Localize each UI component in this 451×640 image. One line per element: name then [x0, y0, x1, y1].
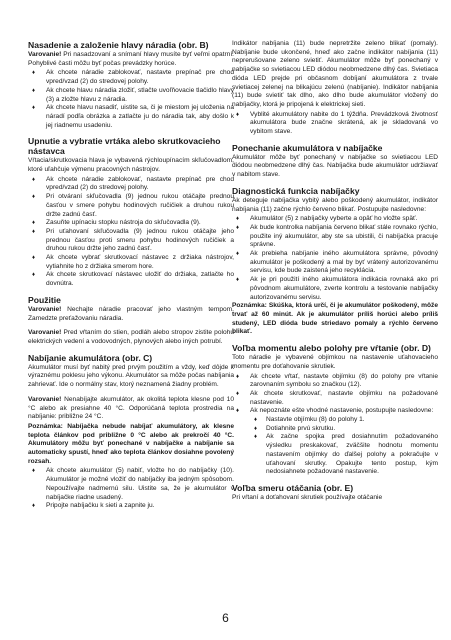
- bullet-list: [28, 69, 234, 130]
- paragraph-text: Nechajte náradie pracovať jeho vlastným tempom. Zamedzte preťažovaniu náradia.: [28, 305, 234, 322]
- warning-label: Varovanie!: [28, 51, 62, 58]
- list-item: ♦ Ak nepoznáte ešte vhodné nastavenie, postupujte nasledovne:: [232, 407, 438, 416]
- list-item: ♦ Ak chcete hlavu nasadiť, uistite sa, či je miestom jej uloženia na náradí podľa obrázka a zatlačte ju do náradia tak, aby došlo k jej riadnemu usadeniu.: [28, 104, 234, 130]
- right-column: [232, 40, 438, 504]
- list-item: ♦ Ak prebieha nabíjanie iného akumulátora správne, pôvodný akumulátor je poškodený a mal by byť vrátený autorizovanému servisu, kde bude zaistená jeho recyklácia.: [232, 250, 438, 276]
- list-item: ♦ Ak chcete hlavu náradia zložiť, stlačte uvoľňovacie tlačidlo hlavy (3) a zložte hlavu z náradia.: [28, 87, 234, 104]
- list-item: ♦ Pri otváraní skľučovadla (9) jednou rukou otáčajte prednou časťou v smere pohybu hodinových ručičiek a druhou rukou držte zadnú časť.: [28, 193, 234, 219]
- paragraph-text: Pri nasadzovaní a snímaní hlavy musíte byť veľmi opatrní. Pohyblivé časti môžu byť počas prevádzky horúce.: [28, 51, 234, 67]
- list-item: ♦ Ak chcete vybrať skrutkovací nástavec z držiaka nástrojov, vytiahnite ho z držiaka smerom hore.: [28, 254, 234, 271]
- section-title-bit-insert: Upnutie a vybratie vrtáka alebo skrutkovacieho nástavca: [28, 136, 221, 157]
- list-item: ♦ Ak chcete skrutkovací nástavec uložiť do držiaka, zatlačte ho dovnútra.: [28, 271, 234, 288]
- bullet-list: [28, 467, 234, 511]
- section-title-use: Použitie: [28, 294, 61, 305]
- paragraph: [28, 396, 234, 422]
- list-item: ♦ Ak chcete náradie zablokovať, nastavte prepínač pre chod vpred/vzad (2) do stredovej polohy.: [28, 69, 234, 86]
- warning-label: Varovanie!: [28, 395, 62, 403]
- bullet-list: [232, 215, 438, 302]
- left-column: [28, 40, 234, 511]
- list-item: ♦ Akumulátor (5) z nabíjačky vyberte a opäť ho vložte späť.: [232, 215, 438, 224]
- bullet-list: [232, 111, 438, 137]
- paragraph: Pri vŕtaní a doťahovaní skrutiek používajte otáčanie: [232, 493, 383, 501]
- section-title-torque: Voľba momentu alebo polohy pre vŕtanie (obr. D): [232, 343, 431, 354]
- note-paragraph: Poznámka: Skúška, ktorá určí, či je akumulátor poškodený, môže trvať až 60 minút. Ak je akumulátor príliš horúci alebo príliš studený, LED dióda bude striedavo pomaly a rýchlo červeno blikať.: [232, 302, 438, 336]
- section-title-leaving-battery: Ponechanie akumulátora v nabíjačke: [232, 142, 383, 153]
- section-title-rotation: Voľba smeru otáčania (obr. E): [232, 482, 354, 493]
- paragraph-text: Pred vŕtaním do stien, podláh alebo stropov zistite polohu elektrických vedení a vodovodných, plynových alebo iných potrubí.: [28, 329, 234, 345]
- list-item: ♦ Nastavte objímku (8) do polohy 1.: [250, 416, 438, 425]
- list-item: ♦ Pripojte nabíjačku k sieti a zapnite ju.: [28, 502, 234, 511]
- bullet-list: [232, 373, 438, 417]
- list-item: ♦ Dotiahnite prvú skrutku.: [250, 425, 438, 434]
- list-item: ♦ Ak je pri použití iného akumulátora indikácia rovnaká ako pri pôvodnom akumulátore, zverte kontrolu a testovanie nabíjačky autorizovanému servisu.: [232, 276, 438, 302]
- bullet-list: [28, 176, 234, 289]
- paragraph: [28, 51, 234, 68]
- paragraph: Ak deteguje nabíjačka vybitý alebo poškodený akumulátor, indikátor nabíjania (11) začne rýchlo červeno blikať. Postupujte nasledovne:: [232, 196, 438, 213]
- sub-list: [232, 416, 438, 477]
- list-item: ♦ Vyblité akumulátory nabite do 1 týždňa. Prevádzková životnosť akumulátora bude značne skrátená, ak je skladovaná vo vybitom stave.: [232, 111, 438, 137]
- list-item: ♦ Zasuňte upínaciu stopku nástroja do skľučovadla (9).: [28, 219, 234, 228]
- list-item: ♦ Ak chcete skrutkovať, nastavte objímku na požadované nastavenie.: [232, 390, 438, 407]
- list-item: ♦ Ak chcete vŕtať, nastavte objímku (8) do polohy pre vŕtanie zarovnaním symbolu so značkou (12).: [232, 373, 438, 390]
- paragraph: Vŕtacia/skrutkovacia hlava je vybavená rýchloupínacím skľučovadlom, ktoré uľahčuje výmenu pracovných nástrojov.: [28, 157, 234, 174]
- paragraph: Akumulátor môže byť ponechaný v nabíjačke so svietiacou LED diódou neobmedzene dlhý čas. Nabíjačka bude akumulátor udržiavať v nabitom stave.: [232, 153, 438, 179]
- list-item: ♦ Pri uťahovaní skľučovadla (9) jednou rukou otáčajte jeho prednou časťou proti smeru pohybu hodinových ručičiek a druhou rukou držte jeho zadnú časť.: [28, 228, 234, 254]
- list-item: ♦ Ak začne spojka pred dosiahnutím požadovaného výsledku preskakovať, zväčšite hodnotu momentu nastavením objímky do ďalšej polohy a pokračujte v uťahovaní skrutky. Opakujte tento postup, kým nedosiahnete požadované nastavenie.: [250, 433, 438, 477]
- warning-label: Varovanie!: [28, 305, 62, 313]
- paragraph: Toto náradie je vybavené objímkou na nastavenie uťahovacieho momentu pre doťahovanie skrutiek.: [232, 354, 438, 370]
- note-paragraph: Poznámka: Nabíjačka nebude nabíjať akumulátory, ak klesne teplota článkov pod približne 0 °C alebo ak prekročí 40 °C. Akumulátory môžu byť ponechané v nabíjačke a nabíjanie sa automaticky spustí, hneď ako teplota článkov dosiahne povolený rozsah.: [28, 422, 234, 465]
- warning-label: Varovanie!: [28, 329, 62, 337]
- list-item: ♦ Ak chcete náradie zablokovať, nastavte prepínač pre chod vpred/vzad (2) do stredovej polohy.: [28, 176, 234, 193]
- paragraph: Indikátor nabíjania (11) bude nepretržite zeleno blikať (pomaly). Nabíjanie bude ukončené, hneď ako začne indikátor nabíjania (11) neprerušovane zeleno svietiť. Akumulátor môže byť ponechaný v nabíjačke so svietiacou LED diódou neobmedzene dlhý čas. Svietiaca dióda LED prejde pri občasnom dobíjaní akumulátora z trvale svietiacej zelenej na blikajúcu zelenú (nabíjanie). Indikátor nabíjania (11) bude svietiť tak dlho, ako dlho bude akumulátor vložený do nabíjačky, ktorá je pripojená k elektrickej sieti.: [232, 40, 438, 108]
- section-title-diagnostics: Diagnostická funkcia nabíjačky: [232, 185, 360, 196]
- paragraph: Akumulátor musí byť nabitý pred prvým použitím a vždy, keď dôjde k výraznému poklesu jeho výkonu. Akumulátor sa môže počas nabíjania zahrievať. Ide o normálny stav, ktorý neznamená žiadny problém.: [28, 363, 234, 389]
- paragraph: [28, 329, 234, 346]
- list-item: ♦ Ak chcete akumulátor (5) nabiť, vložte ho do nabíjačky (10). Akumulátor je možné vložiť do nabíjačky iba jedným spôsobom. Nepoužívajte nadmernú silu. Uistite sa, že je akumulátor v nabíjačke riadne usadený.: [28, 467, 234, 502]
- page-number: 6: [222, 611, 229, 625]
- section-title-charging: Nabíjanie akumulátora (obr. C): [28, 352, 153, 363]
- list-item: ♦ Ak bude kontrolka nabíjania červeno blikať stále rovnako rýchlo, použite iný akumulátor, aby ste sa ubistili, či nabíjačka pracuje správne.: [232, 224, 438, 250]
- paragraph: [28, 306, 234, 323]
- paragraph-text: Nenabíjajte akumulátor, ak okolitá teplota klesne pod 10 °C alebo ak presiahne 40 °C. Odporúčaná teplota prostredia na nabíjanie: približne 24 °C.: [28, 395, 234, 421]
- section-title-head-fitting: Nasadenie a založenie hlavy náradia (obr. B): [28, 40, 209, 50]
